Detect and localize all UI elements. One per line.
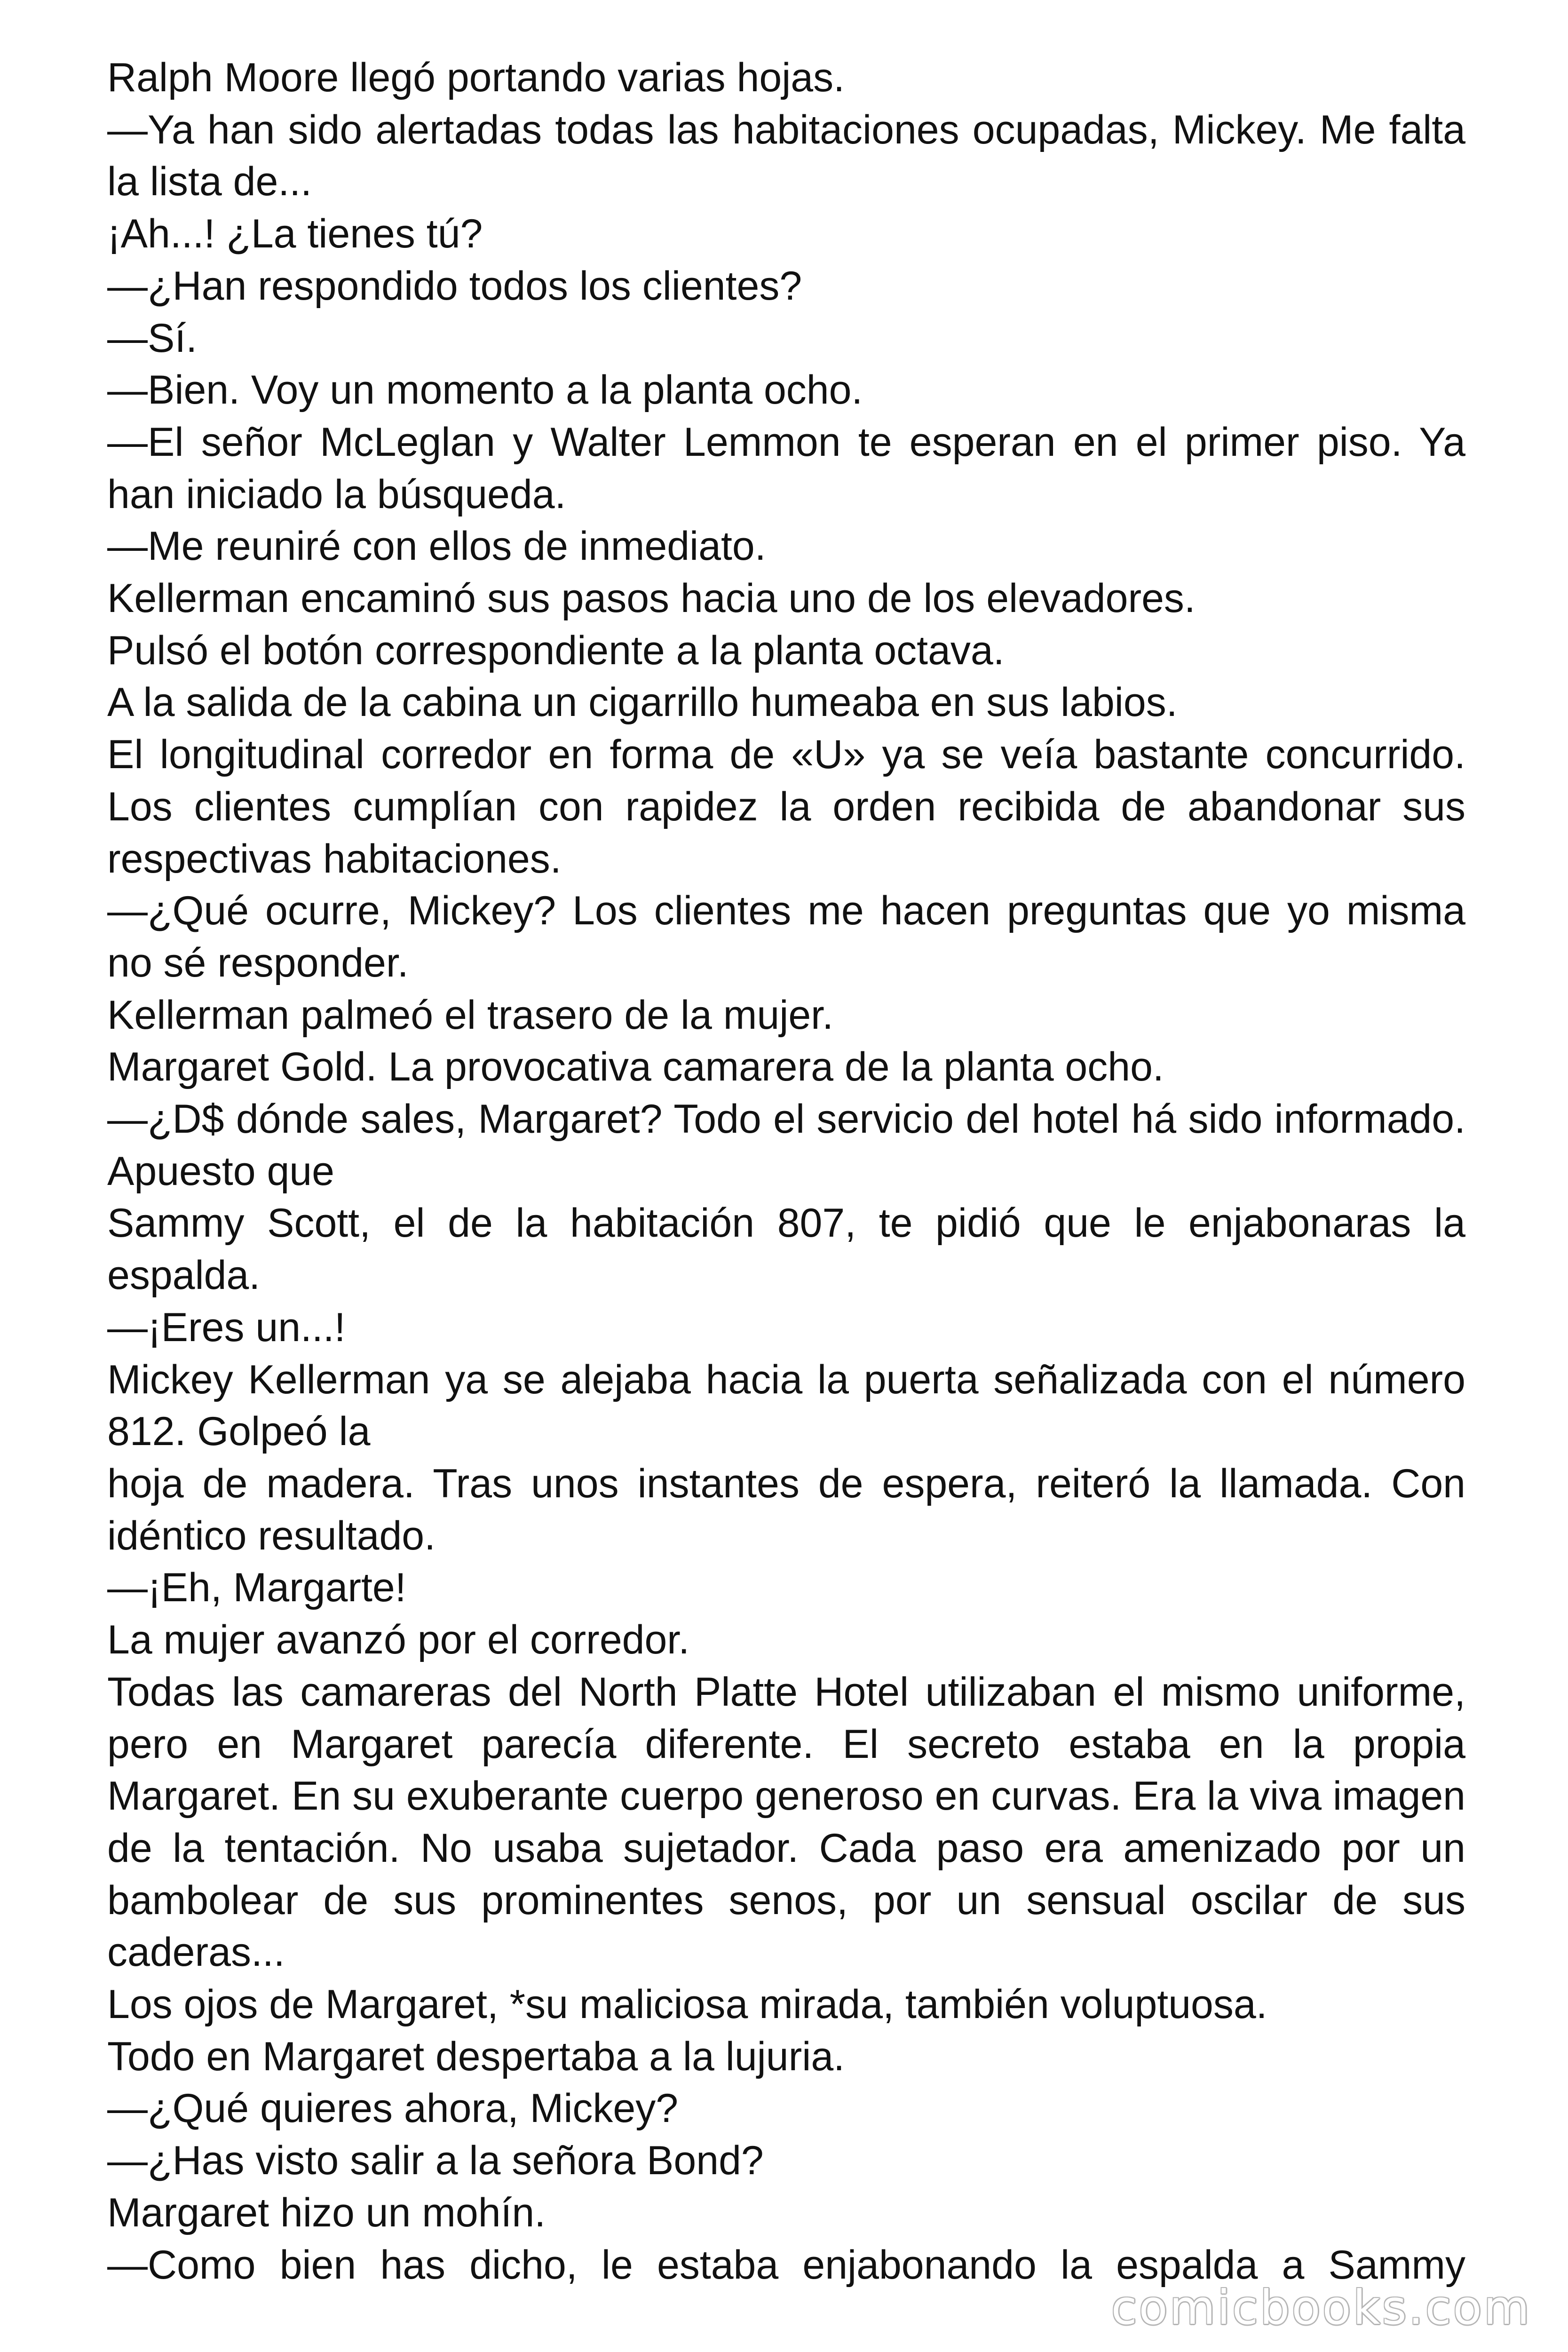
paragraph: hoja de madera. Tras unos instantes de espera, reiteró la llamada. Con idéntico resultado.: [107, 1461, 1465, 1558]
paragraph: —¿Qué quieres ahora, Mickey?: [107, 2086, 679, 2131]
paragraph: Sammy Scott, el de la habitación 807, te pidió que le enjabonaras la espalda.: [107, 1200, 1465, 1298]
paragraph: Todo en Margaret despertaba a la lujuria.: [107, 2034, 845, 2079]
paragraph: Pulsó el botón correspondiente a la planta octava.: [107, 628, 1005, 673]
paragraph: —El señor McLeglan y Walter Lemmon te esperan en el primer piso. Ya han iniciado la búsqueda.: [107, 419, 1465, 517]
paragraph: —Sí.: [107, 315, 198, 361]
paragraph: Kellerman palmeó el trasero de la mujer.: [107, 992, 833, 1038]
paragraph: —¿Has visto salir a la señora Bond?: [107, 2138, 764, 2184]
paragraph: Margaret Gold. La provocativa camarera de la planta ocho.: [107, 1044, 1164, 1090]
paragraph: —Ya han sido alertadas todas las habitaciones ocupadas, Mickey. Me falta la lista de...: [107, 107, 1465, 205]
paragraph: —¿Qué ocurre, Mickey? Los clientes me hacen preguntas que yo misma no sé responder.: [107, 888, 1465, 985]
paragraph: —¡Eres un...!: [107, 1304, 346, 1350]
paragraph: —¿D$ dónde sales, Margaret? Todo el servicio del hotel há sido informado. Apuesto que: [107, 1097, 1465, 1194]
paragraph: —¡Eh, Margarte!: [107, 1565, 406, 1611]
paragraph: Mickey Kellerman ya se alejaba hacia la puerta señalizada con el número 812. Golpeó la: [107, 1357, 1465, 1454]
paragraph: Todas las camareras del North Platte Hotel utilizaban el mismo uniforme, pero en Margaret parecía diferente. El secreto estaba en la propia Margaret. En su exuberante cuerpo generoso en curvas. Era la viva imagen de la tentación. No usaba sujetador. Cada paso era amenizado por un bambolear de sus prominentes senos, por un sensual oscilar de sus caderas...: [107, 1669, 1465, 1975]
paragraph: Kellerman encaminó sus pasos hacia uno de los elevadores.: [107, 576, 1196, 621]
paragraph: La mujer avanzó por el corredor.: [107, 1617, 690, 1663]
paragraph: ¡Ah...! ¿La tienes tú?: [107, 211, 483, 257]
paragraph: Ralph Moore llegó portando varias hojas.: [107, 55, 845, 100]
paragraph: El longitudinal corredor en forma de «U» ya se veía bastante concurrido. Los clientes cumplían con rapidez la orden recibida de abandonar sus respectivas habitaciones.: [107, 732, 1465, 882]
paragraph: Los ojos de Margaret, *su maliciosa mirada, también voluptuosa.: [107, 1982, 1267, 2027]
paragraph: —¿Han respondido todos los clientes?: [107, 263, 802, 309]
paragraph: —Me reuniré con ellos de inmediato.: [107, 524, 766, 569]
document-page: [107, 52, 1465, 2291]
paragraph: —Bien. Voy un momento a la planta ocho.: [107, 367, 863, 413]
paragraph: A la salida de la cabina un cigarrillo humeaba en sus labios.: [107, 680, 1178, 725]
paragraph: —Como bien has dicho, le estaba enjabonando la espalda a Sammy: [107, 2242, 1465, 2288]
site-watermark: comicbooks.com: [1111, 2280, 1531, 2335]
paragraph: Margaret hizo un mohín.: [107, 2190, 546, 2235]
